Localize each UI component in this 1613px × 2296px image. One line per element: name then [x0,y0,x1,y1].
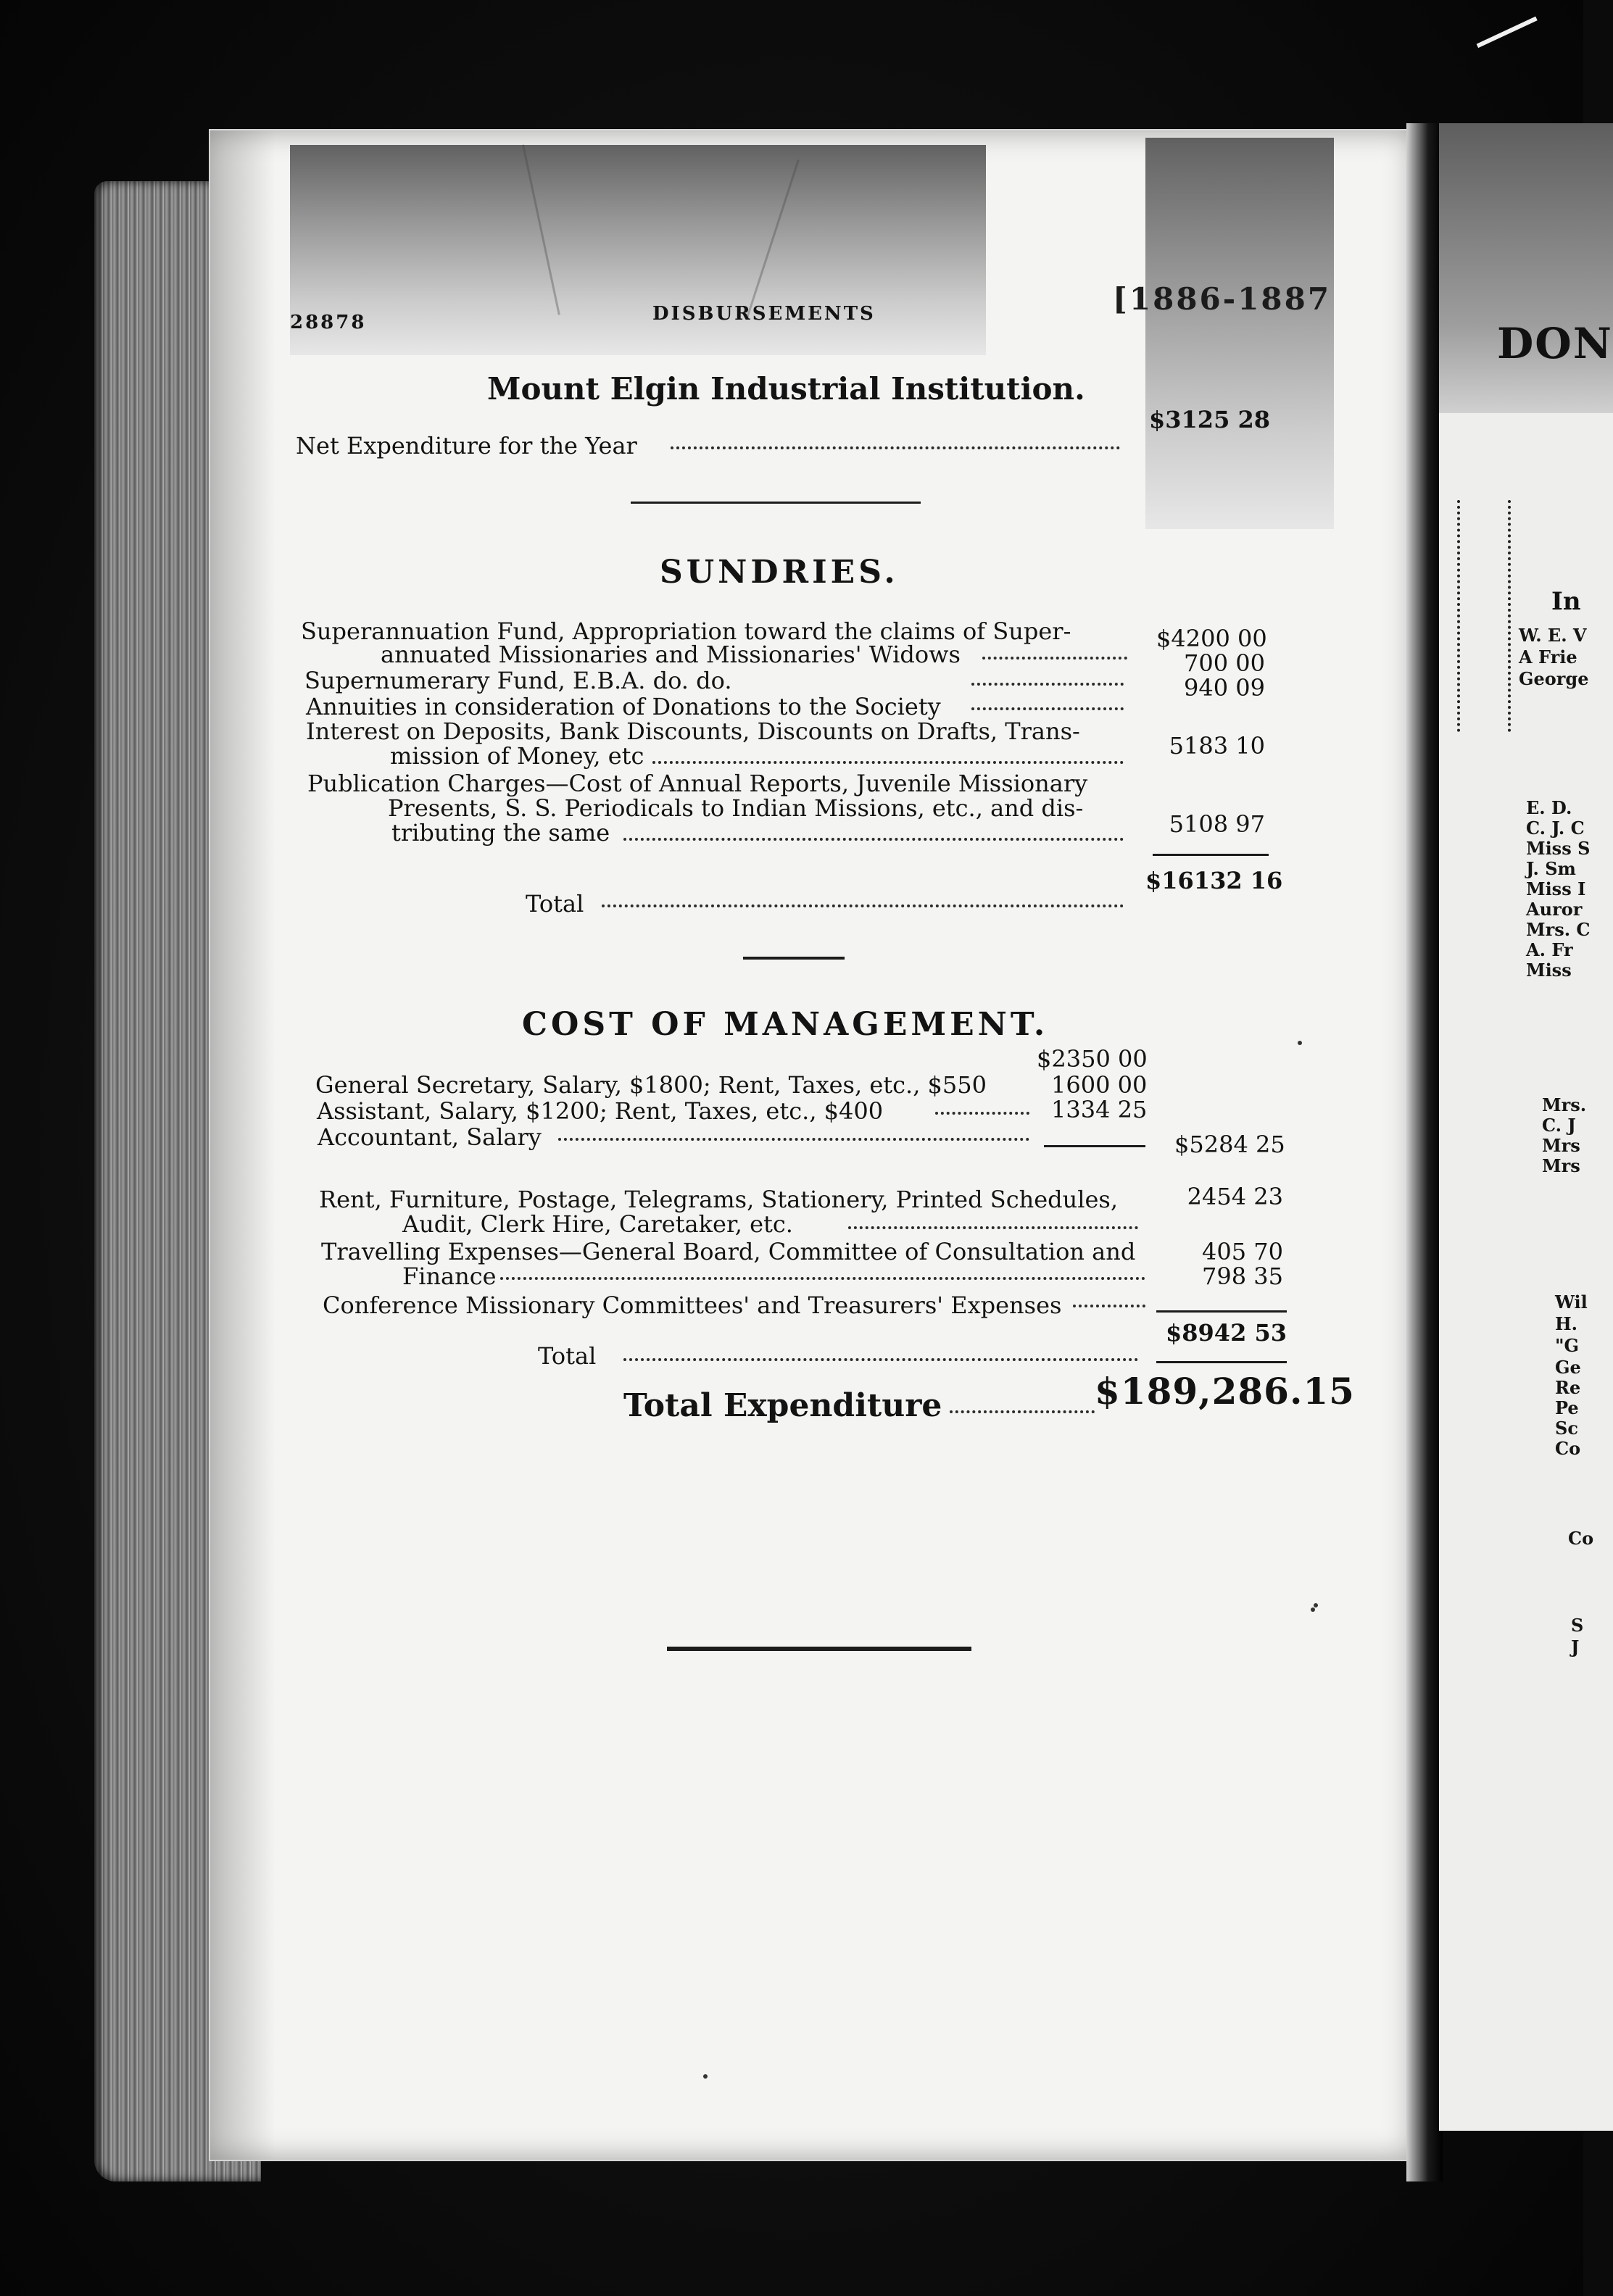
name-entry: Ge [1555,1357,1581,1378]
mounted-label-strip-right [1145,138,1334,529]
right-page [1439,123,1613,2131]
management-line: Finance [402,1263,497,1290]
name-entry: C. J [1542,1115,1576,1136]
management-amount: 405 70 [1202,1238,1283,1265]
sundries-line: Annuities in consideration of Donations to the Society [306,693,941,720]
sundries-line: annuated Missionaries and Missionaries' Widows [381,641,961,668]
dot-leader [623,838,1124,841]
scan-speck [1311,1607,1315,1612]
dot-leader [971,683,1124,686]
name-entry: Re [1555,1377,1581,1398]
name-entry: Mrs. [1542,1094,1587,1115]
book-gutter [1406,123,1443,2181]
section-title-mount-elgin: Mount Elgin Industrial Institution. [487,371,1085,407]
salaries-total-amount: $5284 25 [1174,1131,1285,1158]
mounted-label-strip [290,145,986,355]
dot-leader [652,761,1124,764]
end-rule [667,1647,971,1651]
dot-leader [848,1226,1138,1229]
scratch-mark [1477,17,1547,68]
sundries-amount: $4200 00 [1156,625,1267,652]
sundries-total-label: Total [526,890,584,918]
scan-speck [703,2074,708,2079]
name-entry: J [1571,1636,1580,1657]
dot-leader [935,1112,1029,1115]
sundries-amount: 5108 97 [1169,810,1265,838]
heading-sundries: SUNDRIES. [660,554,899,591]
management-line: Rent, Furniture, Postage, Telegrams, Stationery, Printed Schedules, [319,1186,1119,1213]
sum-rule [1044,1145,1145,1147]
dot-leader [1457,500,1460,732]
name-entry: Mrs [1542,1135,1580,1156]
sundries-line: Superannuation Fund, Appropriation toward the claims of Super- [301,617,1071,645]
dot-leader [950,1410,1095,1413]
sum-rule [1156,1310,1287,1313]
section-divider [631,502,921,504]
name-entry: Miss S [1526,838,1591,859]
name-entry: Miss I [1526,878,1586,899]
salary-line: Assistant, Salary, $1200; Rent, Taxes, etc., $400 [317,1097,884,1125]
dot-leader [602,904,1124,907]
dot-leader [982,657,1127,660]
name-entry: Auror [1526,899,1583,920]
sundries-line: mission of Money, etc [390,742,644,770]
name-entry: Wil [1555,1292,1588,1313]
page-binding-shadow [210,130,275,2160]
sum-rule [1156,1361,1287,1363]
name-entry: Pe [1555,1397,1579,1418]
section-divider [743,957,845,960]
salary-amount: 1600 00 [1051,1071,1148,1099]
name-entry: C. J. C [1526,818,1585,839]
sundries-line: Interest on Deposits, Bank Discounts, Discounts on Drafts, Trans- [306,718,1080,745]
total-expenditure-label: Total Expenditure [623,1387,942,1424]
dot-leader [1073,1305,1145,1307]
name-entry: "G [1555,1335,1579,1356]
year-bracket: [1886-1887 [1113,281,1332,317]
name-entry: J. Sm [1526,858,1576,879]
page-number: 28878 [290,312,367,333]
name-entry: Sc [1555,1418,1578,1439]
dot-leader [558,1138,1029,1141]
dot-leader [500,1277,1145,1280]
management-line: Audit, Clerk Hire, Caretaker, etc. [402,1210,793,1238]
dot-leader [1508,500,1511,732]
management-amount: 798 35 [1202,1263,1283,1290]
name-entry: A. Fr [1526,939,1573,960]
management-total-amount: $8942 53 [1166,1319,1287,1347]
salary-amount: 1334 25 [1051,1096,1148,1123]
dot-leader [623,1358,1138,1361]
name-entry: George [1519,668,1589,689]
sundries-amount: 5183 10 [1169,732,1265,760]
name-entry: Co [1555,1438,1581,1459]
running-title: DISBURSEMENTS [652,303,876,325]
name-entry: W. E. V [1519,625,1587,646]
net-expenditure-amount: $3125 28 [1149,406,1270,433]
management-line: Conference Missionary Committees' and Treasurers' Expenses [323,1292,1062,1319]
management-total-label: Total [538,1342,597,1370]
sum-rule [1153,854,1269,856]
salary-line: General Secretary, Salary, $1800; Rent, Taxes, etc., $550 [315,1071,987,1099]
sundries-total-amount: $16132 16 [1145,867,1283,894]
sundries-line: Publication Charges—Cost of Annual Reports, Juvenile Missionary [307,770,1088,797]
name-entry: E. D. [1526,797,1572,818]
net-expenditure-label: Net Expenditure for the Year [296,432,637,459]
right-page-heading: DON [1497,319,1613,368]
scan-speck [1298,1041,1302,1045]
name-entry: Mrs [1542,1155,1580,1176]
right-page-subheading: In [1551,587,1581,616]
sundries-amount: 940 09 [1184,674,1265,702]
dot-leader [971,707,1124,710]
name-entry: A Frie [1519,646,1577,667]
dot-leader [671,446,1120,449]
sundries-line: tributing the same [391,819,610,847]
sundries-amount: 700 00 [1184,649,1265,677]
name-entry: Co [1568,1528,1594,1549]
sundries-line: Presents, S. S. Periodicals to Indian Missions, etc., and dis- [388,794,1084,822]
right-page-mounted-label [1439,123,1613,413]
salary-line: Accountant, Salary [318,1123,542,1151]
heading-cost-of-management: COST OF MANAGEMENT. [522,1006,1049,1043]
scan-speck [1314,1603,1318,1607]
name-entry: Mrs. C [1526,919,1591,940]
salary-amount: $2350 00 [1037,1045,1148,1073]
name-entry: Miss [1526,960,1572,981]
total-expenditure-amount: $189,286.15 [1095,1370,1355,1413]
name-entry: S [1571,1615,1584,1636]
name-entry: H. [1555,1313,1578,1334]
management-line: Travelling Expenses—General Board, Committee of Consultation and [321,1238,1136,1265]
management-amount: 2454 23 [1187,1183,1283,1210]
sundries-line: Supernumerary Fund, E.B.A. do. do. [304,667,732,694]
